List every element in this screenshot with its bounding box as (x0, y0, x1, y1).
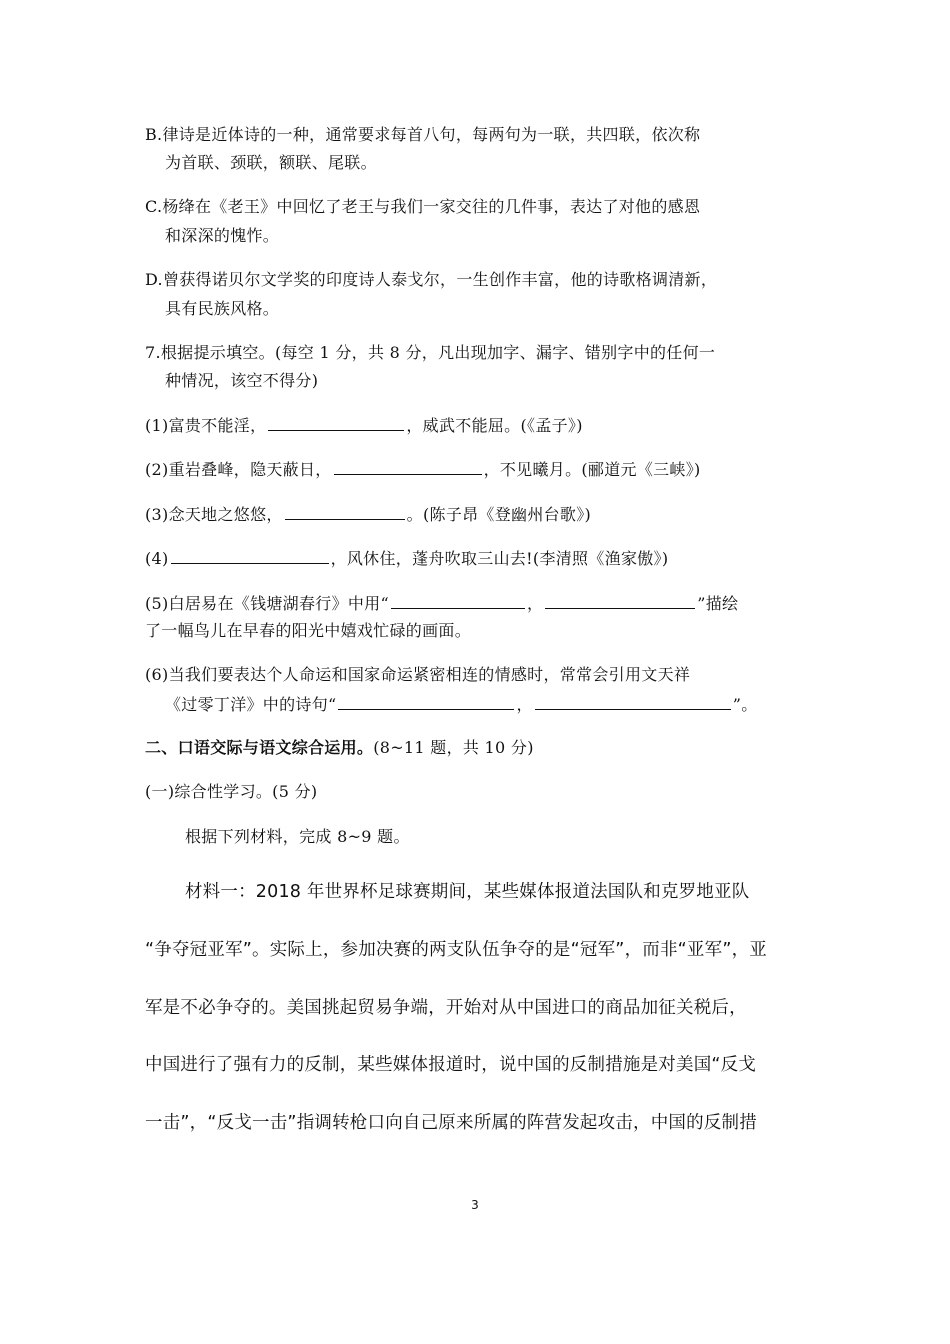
material-line-4: 中国进行了强有力的反制，某些媒体报道时，说中国的反制措施是对美国“反戈 (145, 1055, 757, 1075)
q7-item-4 (145, 547, 668, 570)
q7-item-1-blank[interactable] (268, 414, 404, 431)
q7-item-5-blank-a[interactable] (391, 592, 525, 609)
question7-line1: 7.根据提示填空。(每空 1 分，共 8 分，凡出现加字、漏字、错别字中的任何一 (145, 343, 716, 362)
q7-item-6-middle: ， (516, 695, 533, 714)
section2-note: (8~11 题，共 10 分) (373, 738, 534, 757)
q7-item-6-line1: (6)当我们要表达个人命运和国家命运紧密相连的情感时，常常会引用文天祥 (145, 665, 691, 684)
q7-item-3 (145, 503, 591, 526)
q7-item-2 (145, 458, 701, 481)
option-c-line2: 和深深的愧怍。 (165, 226, 280, 245)
option-c-line1: C.杨绛在《老王》中回忆了老王与我们一家交往的几件事，表达了对他的感恩 (145, 197, 701, 216)
material-line-5: 一击”，“反戈一击”指调转枪口向自己原来所属的阵营发起攻击，中国的反制措 (145, 1113, 757, 1133)
q7-item-1-after: ，威武不能屈。(《孟子》) (406, 416, 583, 435)
question7-line2: 种情况，该空不得分) (165, 371, 319, 390)
q7-item-2-before: (2)重岩叠峰，隐天蔽日， (145, 460, 332, 479)
q7-item-4-after: ，风休住，蓬舟吹取三山去!(李清照《渔家傲》) (330, 549, 669, 568)
q7-item-5-before: (5)白居易在《钱塘湖春行》中用“ (145, 594, 389, 613)
material-line-3: 军是不必争夺的。美国挑起贸易争端，开始对从中国进口的商品加征关税后， (145, 998, 747, 1018)
option-b-line2: 为首联、颈联，额联、尾联。 (165, 153, 377, 172)
q7-item-1 (145, 414, 583, 437)
q7-item-5-line2: 了一幅鸟儿在早春的阳光中嬉戏忙碌的画面。 (145, 621, 472, 640)
q7-item-3-blank[interactable] (285, 503, 405, 520)
material-line-2: “争夺冠亚军”。实际上，参加决赛的两支队伍争夺的是“冠军”，而非“亚军”，亚 (145, 940, 767, 960)
q7-item-5-middle: ， (526, 594, 544, 613)
page-number: 3 (471, 1198, 479, 1212)
q7-item-4-blank[interactable] (171, 547, 329, 564)
q7-item-2-after: ，不见曦月。(郦道元《三峡》) (483, 460, 701, 479)
section2-instruction: 根据下列材料，完成 8~9 题。 (185, 827, 410, 846)
q7-item-4-before: (4) (145, 549, 169, 568)
q7-item-6-line2 (165, 693, 758, 716)
q7-item-3-before: (3)念天地之悠悠， (145, 505, 283, 524)
section2-sub1: (一)综合性学习。(5 分) (145, 782, 318, 801)
option-d-line1: D.曾获得诺贝尔文学奖的印度诗人泰戈尔，一生创作丰富，他的诗歌格调清新， (145, 270, 718, 289)
option-d-line2: 具有民族风格。 (165, 299, 280, 318)
material-line-1: 材料一：2018 年世界杯足球赛期间，某些媒体报道法国队和克罗地亚队 (185, 882, 750, 902)
q7-item-5-line1 (145, 592, 738, 615)
section2-title: 二、口语交际与语文综合运用。 (145, 738, 374, 757)
q7-item-5-blank-b[interactable] (545, 592, 695, 609)
option-b-line1: B.律诗是近体诗的一种，通常要求每首八句，每两句为一联，共四联，依次称 (145, 125, 701, 144)
q7-item-5-after: ”描绘 (697, 594, 739, 613)
section2-heading (145, 737, 534, 759)
q7-item-1-before: (1)富贵不能淫， (145, 416, 267, 435)
q7-item-6-before: 《过零丁洋》中的诗句“ (165, 695, 337, 714)
q7-item-6-blank-b[interactable] (535, 693, 731, 710)
q7-item-6-after: ”。 (732, 695, 758, 714)
q7-item-6-blank-a[interactable] (338, 693, 514, 710)
q7-item-2-blank[interactable] (334, 458, 482, 475)
q7-item-3-after: 。(陈子昂《登幽州台歌》) (406, 505, 592, 524)
